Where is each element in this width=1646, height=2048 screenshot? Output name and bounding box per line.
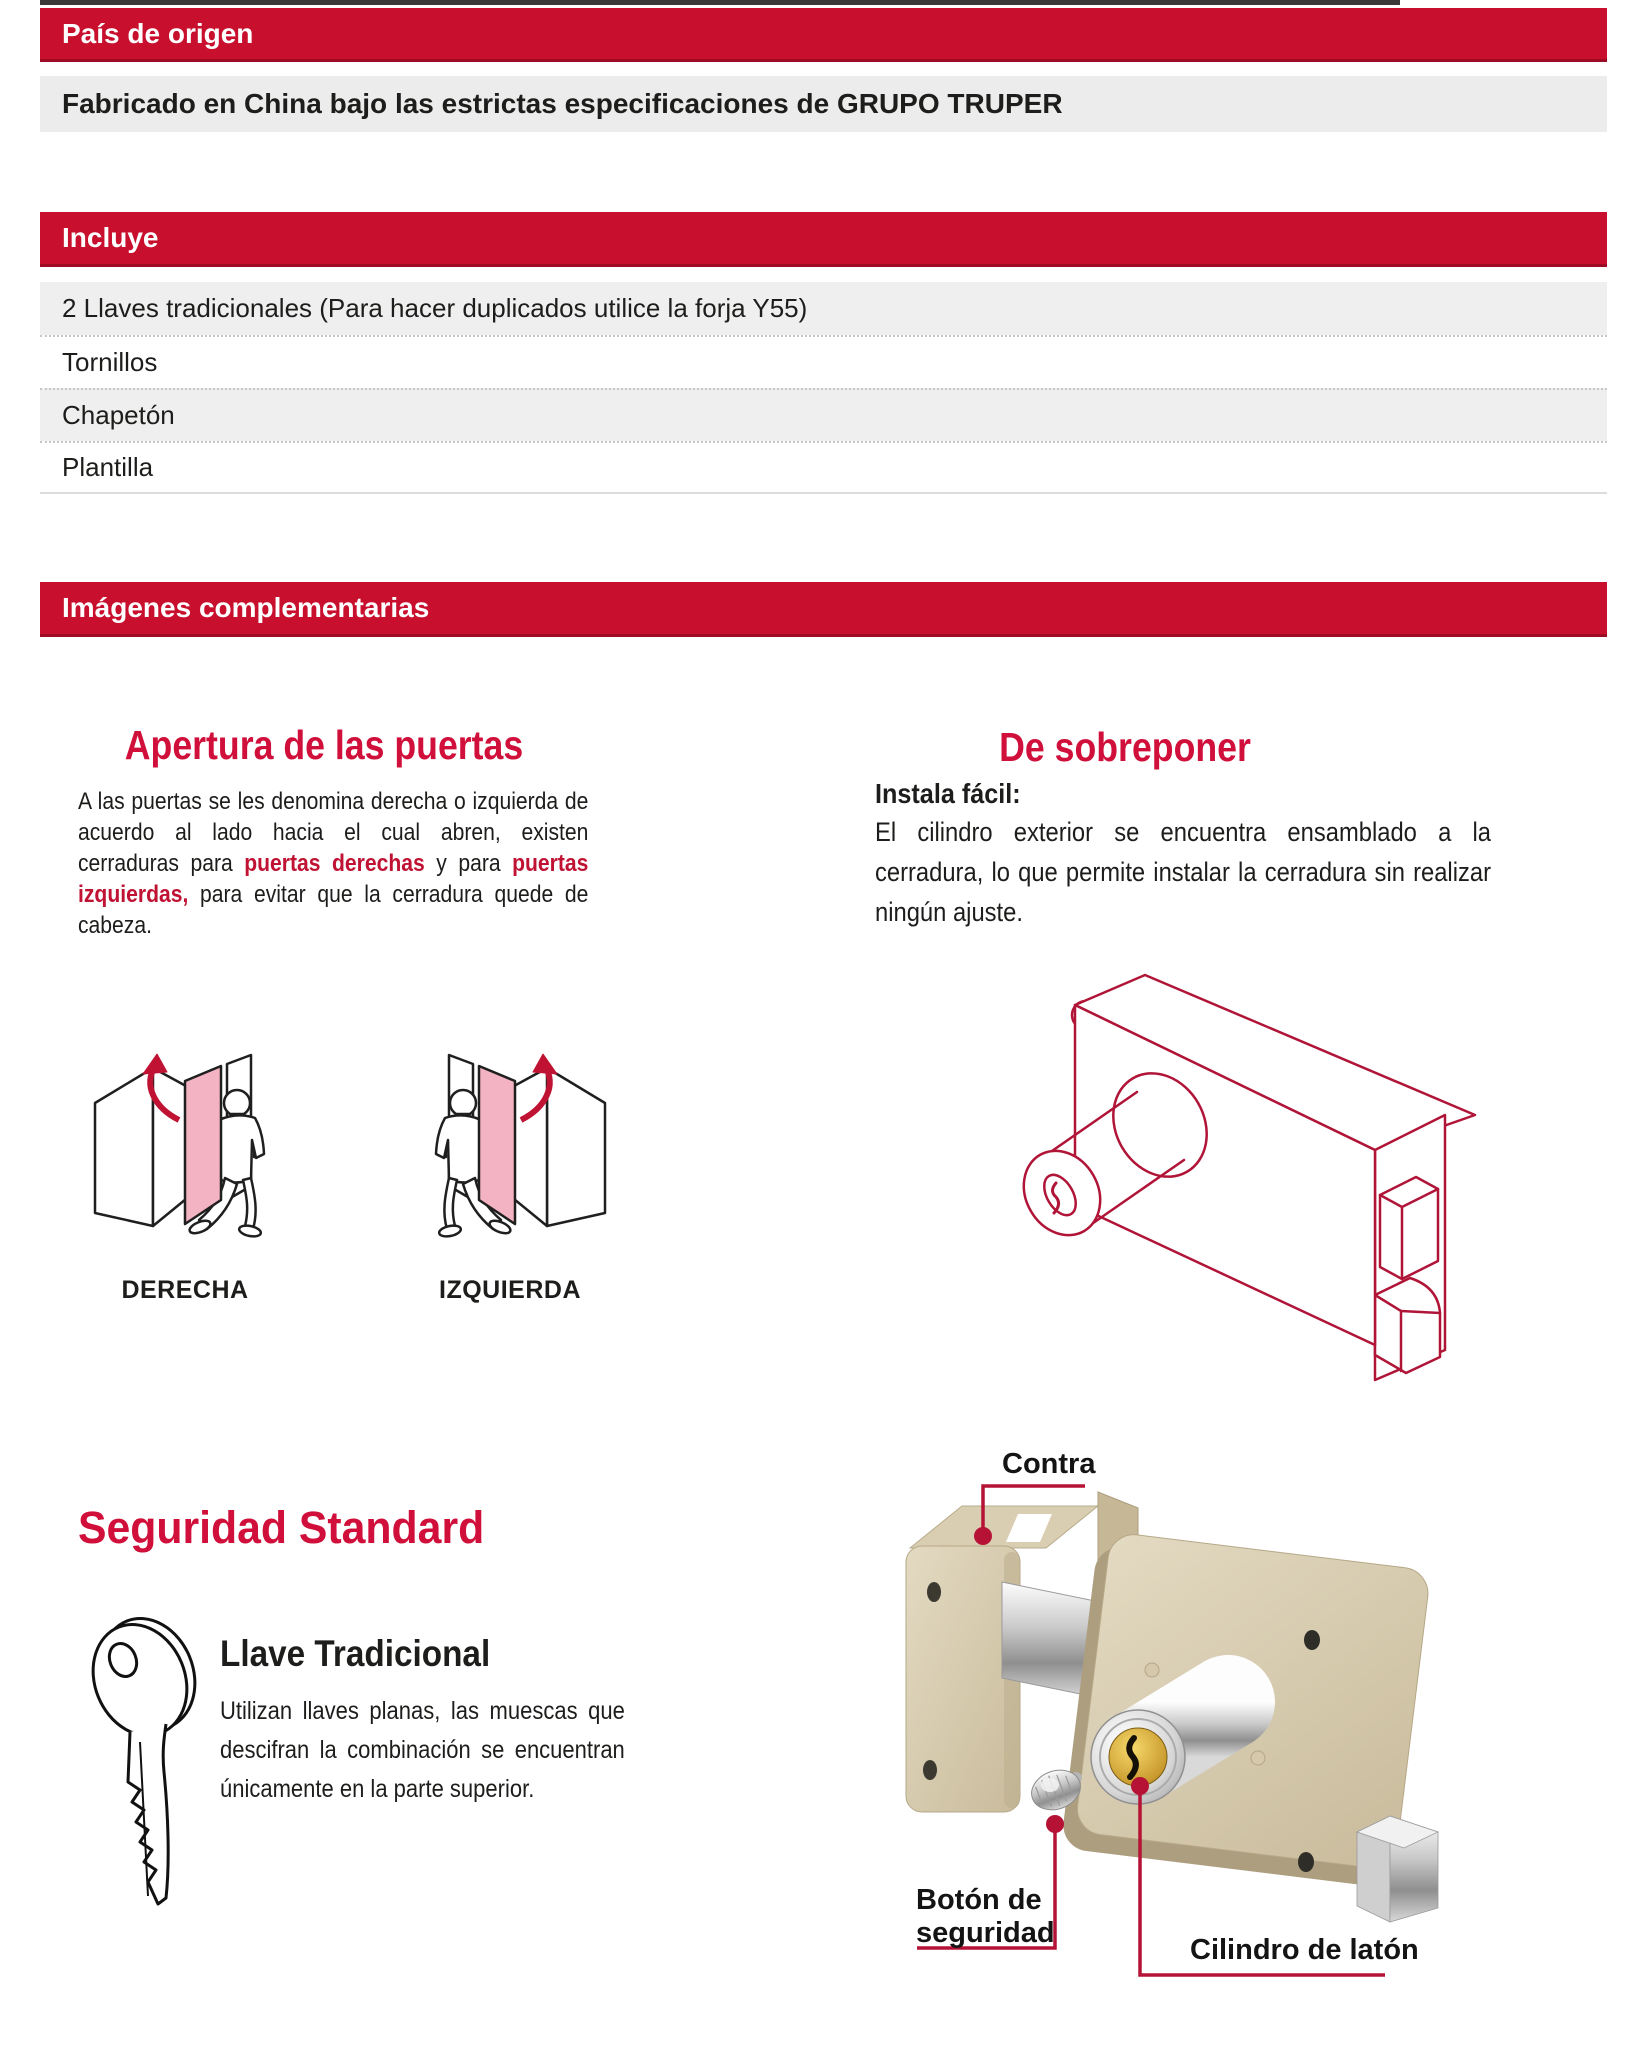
door-right-illustration xyxy=(95,1054,264,1238)
top-divider xyxy=(40,0,1400,5)
lock-wireframe-illustration xyxy=(1010,965,1600,1395)
apertura-text-part: para evitar que la cerradura quede de cabeza. xyxy=(78,881,589,939)
incluye-header-label: Incluye xyxy=(62,222,159,253)
seguridad-title: Seguridad Standard xyxy=(78,1502,485,1553)
incluye-item-text: Tornillos xyxy=(62,347,158,377)
wireframe-latch xyxy=(1375,1278,1440,1373)
body-rivet xyxy=(1145,1663,1159,1677)
incluye-item-row xyxy=(40,282,1607,335)
pais-header-label: País de origen xyxy=(62,17,254,49)
sobreponer-paragraph: El cilindro exterior se encuentra ensamblado a la cerradura, lo que permite instalar la cerradura sin realizar ningún ajuste. xyxy=(875,817,1491,927)
cilindro-callout-label: Cilindro de latón xyxy=(1190,1934,1419,1966)
incluye-item-row xyxy=(40,441,1607,494)
pais-header-bar xyxy=(40,8,1607,62)
imagenes-header-label: Imágenes complementarias xyxy=(62,592,430,623)
body-screw-hole xyxy=(1304,1630,1320,1650)
sobreponer-title: De sobreponer xyxy=(999,724,1251,770)
apertura-text-part: y para xyxy=(424,850,513,877)
door-right-label: DERECHA xyxy=(121,1276,249,1304)
incluye-item-text: Plantilla xyxy=(62,452,154,482)
incluye-item-text: 2 Llaves tradicionales (Para hacer duplicados utilice la forja Y55) xyxy=(62,293,808,323)
sobreponer-subtitle: Instala fácil: xyxy=(875,778,1021,809)
incluye-header-bar xyxy=(40,212,1607,267)
door-swing-illustrations xyxy=(70,1008,630,1268)
apertura-bold-derechas: puertas derechas xyxy=(244,850,425,877)
apertura-text-part: A las puertas se les denomina derecha o izquierda de acuerdo al lado hacia el cual abren, existen cerraduras para xyxy=(78,788,589,877)
contra-callout-label: Contra xyxy=(1002,1448,1096,1480)
llave-paragraph: Utilizan llaves planas, las muescas que descifran la combinación se encuentran únicamente en la parte superior. xyxy=(220,1697,625,1803)
imagenes-header-bar xyxy=(40,582,1607,637)
key-icon xyxy=(78,1612,208,1922)
incluye-item-row xyxy=(40,388,1607,441)
door-left-label: IZQUIERDA xyxy=(439,1276,581,1304)
pais-body-text: Fabricado en China bajo las estrictas especificaciones de GRUPO TRUPER xyxy=(62,88,1063,119)
boton-callout-line1: Botón de xyxy=(916,1884,1042,1916)
boton-callout-line2: seguridad xyxy=(916,1917,1055,1949)
body-rivet xyxy=(1251,1751,1265,1765)
body-screw-hole xyxy=(1298,1852,1314,1872)
incluye-item-row xyxy=(40,335,1607,388)
apertura-bold-izquierdas: puertas izquierdas, xyxy=(78,850,589,908)
incluye-item-text: Chapetón xyxy=(62,400,175,430)
apertura-title: Apertura de las puertas xyxy=(124,722,524,768)
latch-bolt xyxy=(1357,1816,1438,1922)
apertura-paragraph xyxy=(78,786,588,941)
llave-heading: Llave Tradicional xyxy=(220,1633,491,1674)
pais-body-band xyxy=(40,76,1607,132)
door-left-illustration xyxy=(436,1054,605,1238)
